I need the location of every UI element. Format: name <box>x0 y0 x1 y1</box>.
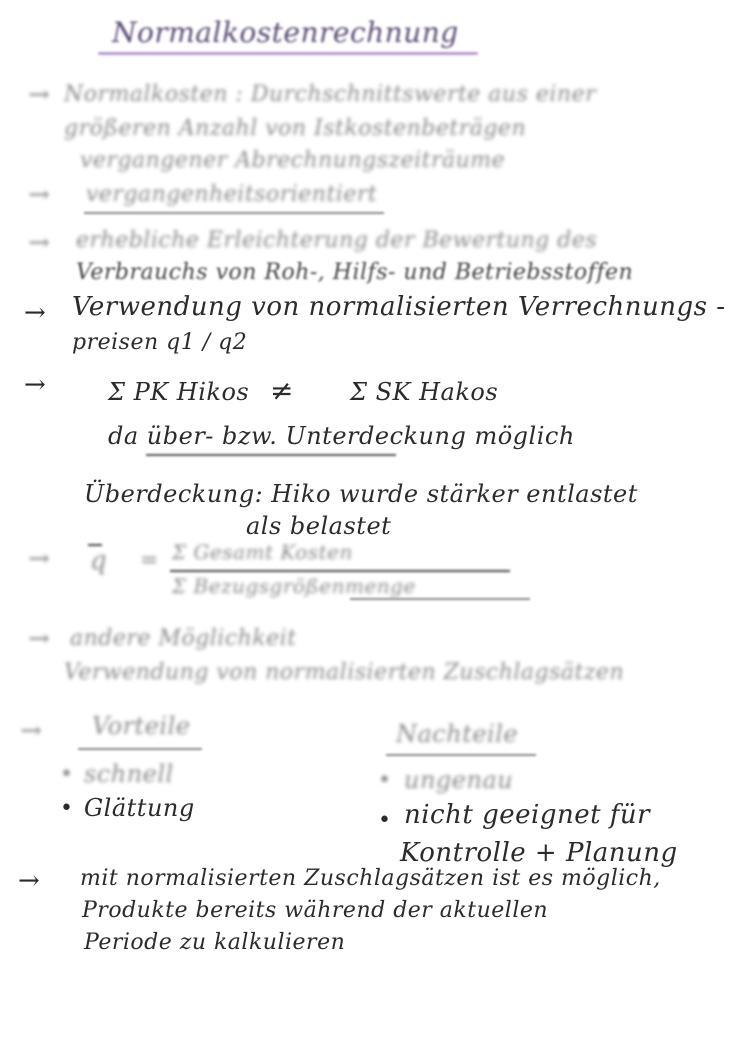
bullet-icon: • <box>60 762 74 787</box>
page-title: Normalkostenrechnung <box>112 16 459 49</box>
underline <box>146 454 396 456</box>
underline <box>84 212 384 214</box>
formula-variable: q <box>90 546 108 576</box>
arrow-icon: → <box>28 624 50 654</box>
arrow-icon: → <box>24 370 46 400</box>
nachteil-item: nicht geeignet für <box>404 800 651 830</box>
title-underline <box>98 52 478 55</box>
arrow-icon: → <box>20 716 42 746</box>
underline <box>78 748 202 750</box>
note-line: vergangener Abrechnungszeiträume <box>80 148 506 173</box>
arrow-icon: → <box>28 80 50 110</box>
note-line: mit normalisierten Zuschlagsätzen ist es möglich, <box>80 866 661 891</box>
note-line: Überdeckung: Hiko wurde stärker entlastet <box>84 480 638 508</box>
note-line: größeren Anzahl von Istkostenbeträgen <box>64 116 527 141</box>
arrow-icon: → <box>24 298 46 328</box>
note-line: als belastet <box>246 512 392 540</box>
note-line: Σ PK Hikos <box>108 378 250 406</box>
arrow-icon: → <box>28 228 50 258</box>
formula-numerator: Σ Gesamt Kosten <box>172 540 353 564</box>
nachteil-item: Kontrolle + Planung <box>400 838 678 868</box>
not-equal-sign: ≠ <box>270 374 294 407</box>
vorteile-heading: Vorteile <box>92 712 191 740</box>
arrow-icon: → <box>18 866 40 896</box>
nachteile-heading: Nachteile <box>396 720 519 748</box>
nachteil-item: ungenau <box>404 766 514 794</box>
bullet-icon: • <box>378 808 392 833</box>
note-line: Verwendung von normalisierten Verrechnungs - <box>72 292 726 322</box>
note-line: Verbrauchs von Roh-, Hilfs- und Betriebsstoffen <box>76 260 634 285</box>
fraction-line <box>170 570 510 572</box>
note-line: erhebliche Erleichterung der Bewertung des <box>76 228 598 253</box>
note-line: Produkte bereits während der aktuellen <box>82 898 549 923</box>
note-line: Periode zu kalkulieren <box>84 930 346 955</box>
note-line: Verwendung von normalisierten Zuschlagsätzen <box>64 660 625 685</box>
formula-denominator: Σ Bezugsgrößenmenge <box>172 574 416 598</box>
note-line: preisen q1 / q2 <box>72 330 248 355</box>
note-line: vergangenheitsorientiert <box>86 182 378 207</box>
note-line: Σ SK Hakos <box>350 378 499 406</box>
vorteil-item: Glättung <box>84 794 195 822</box>
underline <box>386 754 536 756</box>
arrow-icon: → <box>28 544 50 574</box>
overline <box>88 544 102 546</box>
vorteil-item: schnell <box>84 760 174 788</box>
arrow-icon: → <box>28 180 50 210</box>
note-line: Normalkosten : Durchschnittswerte aus einer <box>64 82 597 107</box>
note-line: andere Möglichkeit <box>70 626 297 651</box>
note-line: da über- bzw. Unterdeckung möglich <box>108 422 575 450</box>
underline <box>350 598 530 600</box>
bullet-icon: • <box>378 768 392 793</box>
formula-equals: = <box>140 548 159 573</box>
bullet-icon: • <box>60 796 74 821</box>
